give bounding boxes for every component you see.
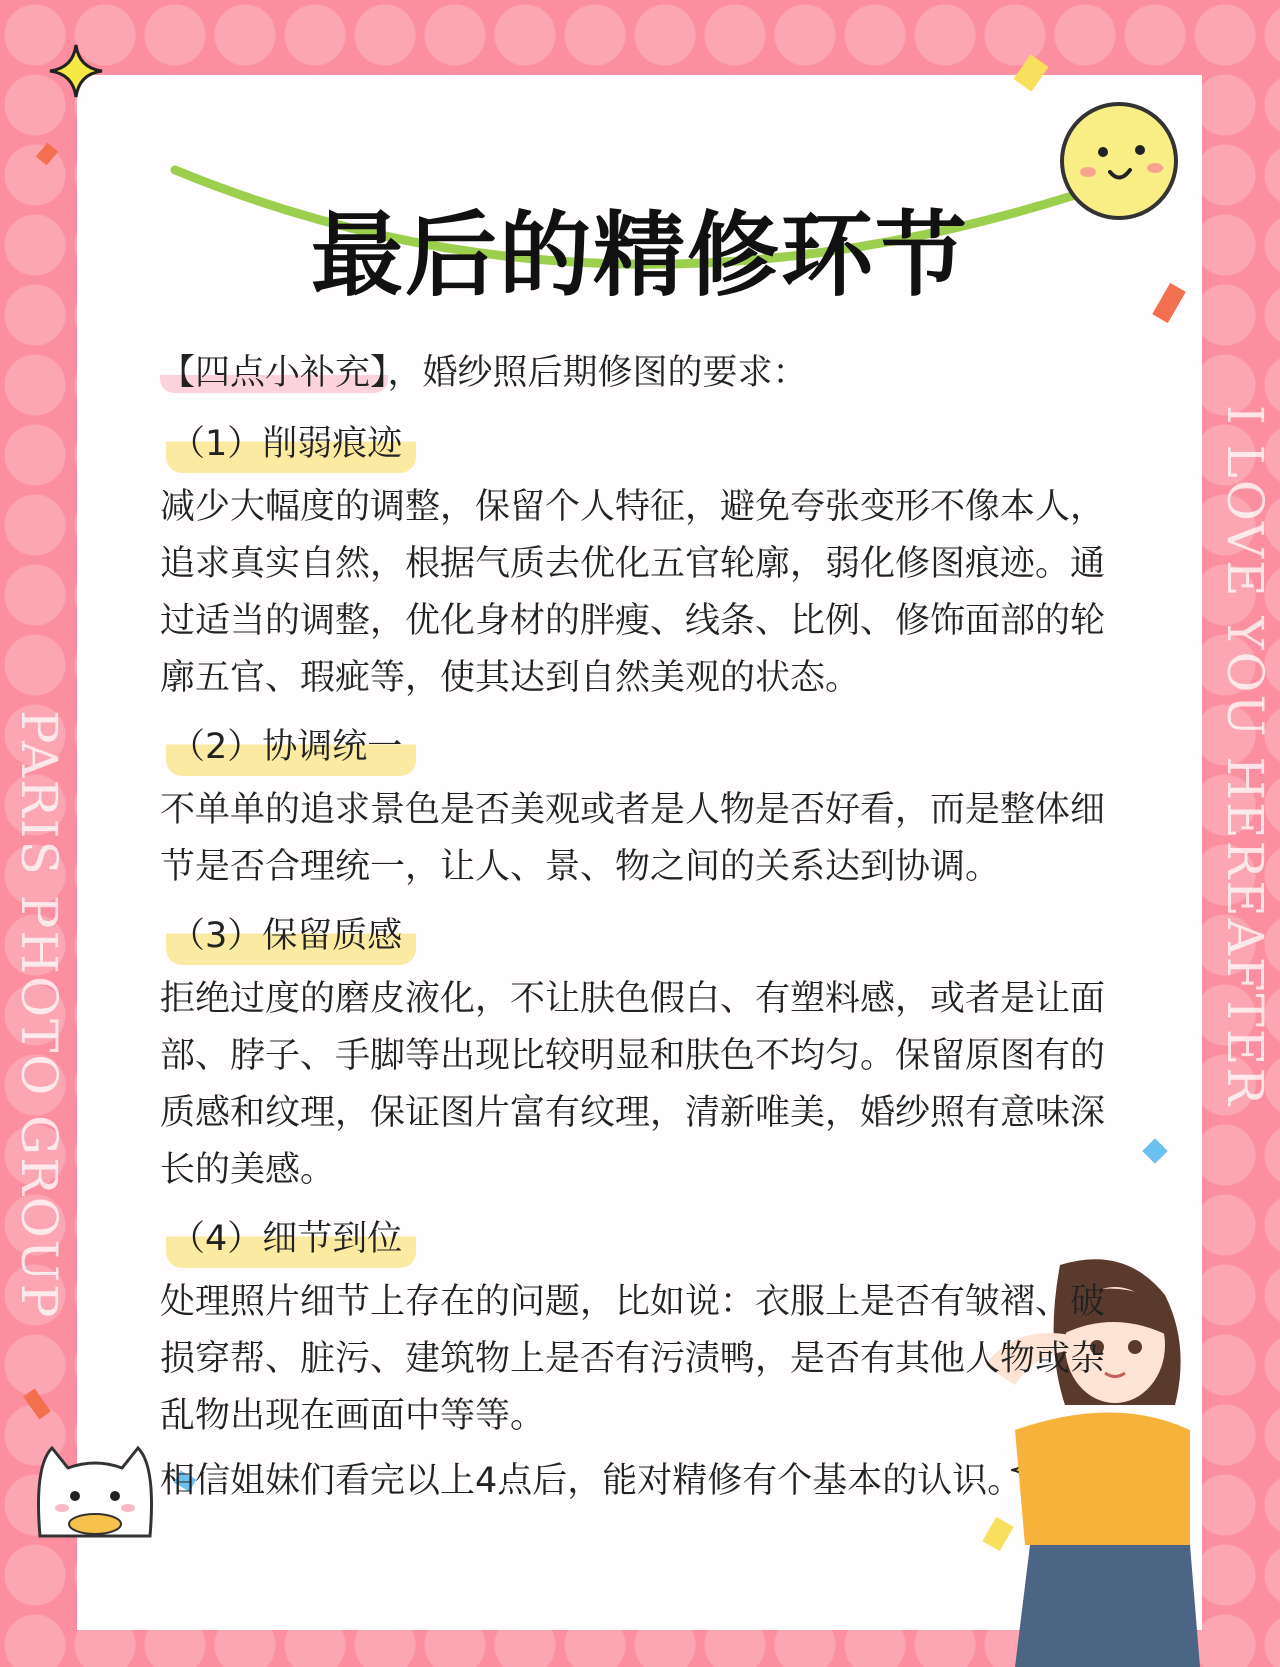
closing-text: 相信姐妹们看完以上4点后，能对精修有个基本的认识。 (160, 1461, 1023, 1501)
intro (160, 345, 1120, 402)
section-body-2: 不单单的追求景色是否美观或者是人物是否好看，而是整体细节是否合理统一，让人、景、物之间的关系达到协调。 (160, 790, 1106, 887)
section-title-4: （4）细节到位 (166, 1211, 416, 1268)
section-title-1: （1）削弱痕迹 (166, 416, 416, 473)
section-title-3: （3）保留质感 (166, 908, 416, 965)
page-title: 最后的精修环节 (310, 202, 969, 309)
section-title-2: （2）协调统一 (166, 719, 416, 776)
confetti-red (36, 143, 58, 166)
confetti-red-2 (23, 1389, 51, 1420)
side-text-left: PARIS PHOTO GROUP (10, 710, 68, 1320)
smiley-face-icon (1058, 100, 1180, 222)
intro-highlight: 【四点小补充】 (160, 353, 388, 393)
section-body-4: 处理照片细节上存在的问题，比如说：衣服上是否有皱褶、破损穿帮、脏污、建筑物上是否有污渍鸭，是否有其他人物或杂乱物出现在画面中等等。 (160, 1282, 1106, 1436)
section-body-3: 拒绝过度的磨皮液化，不让肤色假白、有塑料感，或者是让面部、脖子、手脚等出现比较明显和肤色不均匀。保留原图有的质感和纹理，保证图片富有纹理，清新唯美，婚纱照有意味深长的美感。 (160, 979, 1106, 1190)
cat-mascot-icon (30, 1436, 160, 1546)
section-body-1: 减少大幅度的调整，保留个人特征，避免夸张变形不像本人，追求真实自然，根据气质去优化五官轮廓，弱化修图痕迹。通过适当的调整，优化身材的胖瘦、线条、比例、修饰面部的轮廓五官、瑕疵等，使其达到自然美观的状态。 (160, 487, 1106, 698)
side-text-right: I LOVE YOU HEREAFTER (1216, 405, 1274, 1108)
content (160, 345, 1120, 1518)
sparkle-icon (48, 43, 104, 99)
intro-text: ，婚纱照后期修图的要求： (387, 353, 808, 393)
